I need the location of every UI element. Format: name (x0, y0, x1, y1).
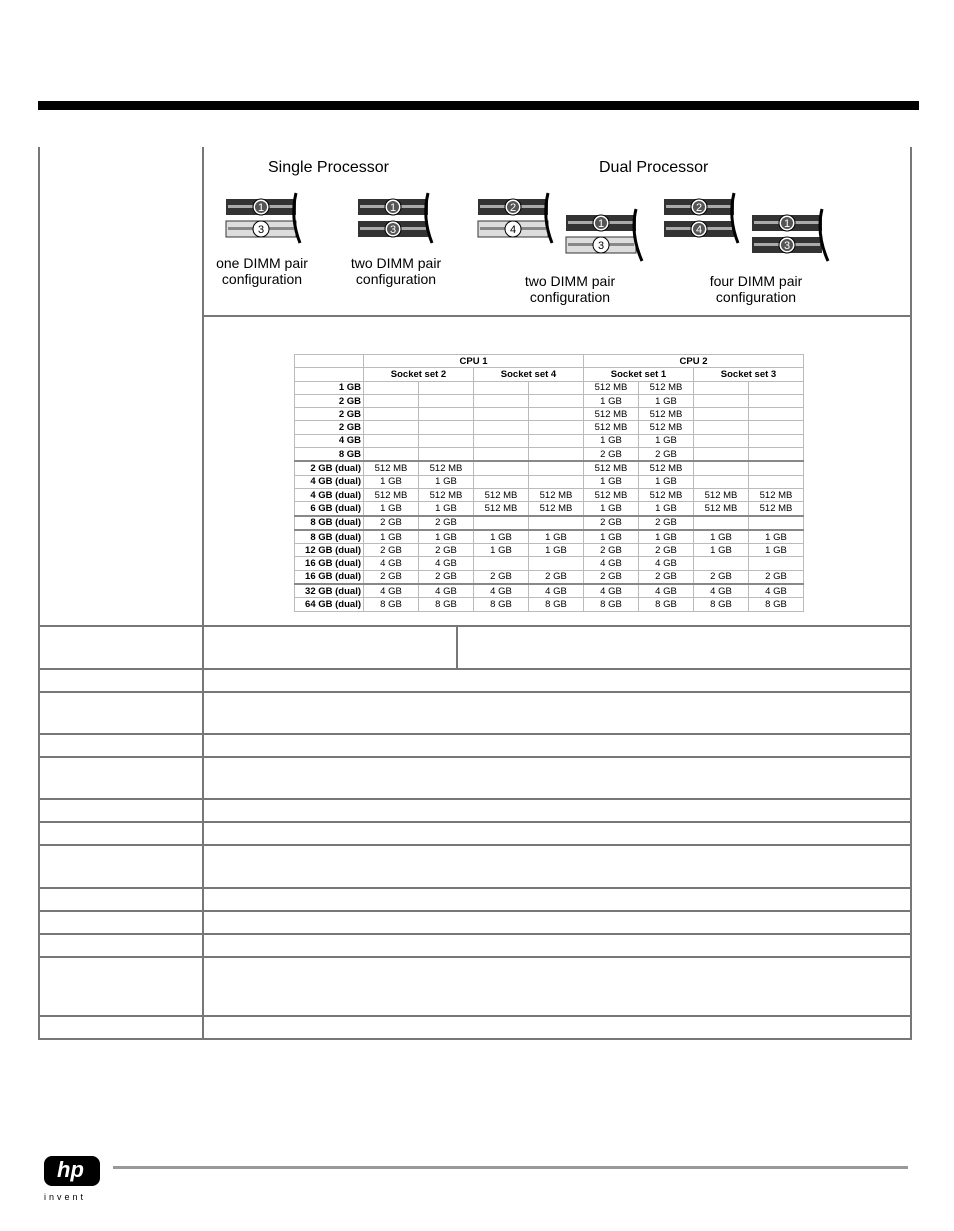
row-label (40, 935, 204, 956)
row-value (204, 912, 910, 933)
table-cell: 512 MB (364, 461, 419, 475)
table-cell: 1 GB (364, 475, 419, 488)
table-row (295, 381, 804, 394)
table-cell: 4 GB (364, 557, 419, 570)
table-cell (529, 516, 584, 530)
table-cell (749, 448, 804, 462)
row-header-cell: 64 GB (dual) (295, 598, 364, 611)
row-header-cell: 1 GB (295, 381, 364, 394)
table-cell (694, 408, 749, 421)
table-cell (529, 557, 584, 570)
table-cell: 8 GB (749, 598, 804, 611)
row-header-cell: 8 GB (dual) (295, 516, 364, 530)
svg-text:3: 3 (597, 240, 605, 252)
row-header-cell: 4 GB (dual) (295, 475, 364, 488)
table-cell: 1 GB (584, 475, 639, 488)
footer-rule (113, 1166, 908, 1169)
row-header-cell: 12 GB (dual) (295, 544, 364, 557)
table-cell (364, 421, 419, 434)
row-label (40, 912, 204, 933)
table-cell: 2 GB (639, 516, 694, 530)
header-rule (38, 101, 919, 110)
memory-config-row (40, 147, 910, 625)
table-cell: 1 GB (694, 544, 749, 557)
table-cell (694, 421, 749, 434)
table-cell: 1 GB (584, 434, 639, 447)
table-cell (419, 408, 474, 421)
socket-set-4-header: Socket set 4 (474, 368, 584, 381)
table-cell: 8 GB (364, 598, 419, 611)
table-cell (749, 434, 804, 447)
table-cell: 8 GB (694, 598, 749, 611)
table-cell: 2 GB (364, 570, 419, 584)
svg-text:1: 1 (389, 202, 397, 214)
table-cell (749, 475, 804, 488)
row-header-cell: 16 GB (dual) (295, 557, 364, 570)
table-row (295, 475, 804, 488)
table-row (295, 448, 804, 462)
row-label (40, 1017, 204, 1038)
row-header-cell: 4 GB (295, 434, 364, 447)
table-cell (474, 516, 529, 530)
svg-text:4: 4 (509, 224, 517, 236)
table-cell (694, 434, 749, 447)
table-cell: 512 MB (584, 488, 639, 501)
table-cell: 4 GB (694, 584, 749, 598)
table-row (295, 598, 804, 611)
caption-one-pair: one DIMM pair configuration (216, 255, 308, 287)
memory-config-cell (204, 147, 910, 625)
svg-text:4: 4 (695, 224, 703, 236)
row-value (204, 958, 910, 1015)
table-cell: 1 GB (584, 394, 639, 407)
table-cell: 512 MB (584, 421, 639, 434)
socket-set-3-header: Socket set 3 (694, 368, 804, 381)
svg-text:1: 1 (597, 218, 605, 230)
table-cell: 1 GB (639, 530, 694, 544)
table-row (295, 394, 804, 407)
table-cell (529, 421, 584, 434)
row-header-cell: 2 GB (295, 394, 364, 407)
table-cell: 4 GB (639, 557, 694, 570)
table-cell (694, 461, 749, 475)
table-cell: 2 GB (639, 448, 694, 462)
table-cell (474, 448, 529, 462)
table-row (295, 421, 804, 434)
row-value (204, 1017, 910, 1038)
hp-logo: hp (44, 1156, 100, 1186)
row-value (204, 670, 910, 691)
table-cell: 2 GB (419, 570, 474, 584)
table-cell: 1 GB (529, 530, 584, 544)
table-cell: 8 GB (639, 598, 694, 611)
table-cell (749, 516, 804, 530)
table-cell: 1 GB (584, 502, 639, 516)
table-cell: 4 GB (529, 584, 584, 598)
table-cell: 2 GB (419, 516, 474, 530)
table-cell: 2 GB (749, 570, 804, 584)
row-label (40, 846, 204, 887)
row-header-cell: 8 GB (295, 448, 364, 462)
table-cell: 8 GB (529, 598, 584, 611)
caption-two-pair-single: two DIMM pair configuration (350, 255, 442, 287)
caption-two-pair-dual: two DIMM pair configuration (524, 273, 616, 305)
table-cell: 2 GB (639, 544, 694, 557)
memory-table-section (204, 315, 910, 627)
row-value (204, 735, 910, 756)
row-header-cell: 2 GB (dual) (295, 461, 364, 475)
table-cell (364, 408, 419, 421)
row-value-left (204, 627, 458, 668)
spec-row (40, 625, 910, 668)
table-cell: 512 MB (474, 488, 529, 501)
table-cell: 1 GB (474, 530, 529, 544)
spec-row (40, 798, 910, 821)
row-value (204, 627, 910, 668)
table-cell: 512 MB (749, 488, 804, 501)
table-cell: 1 GB (364, 530, 419, 544)
spec-row (40, 733, 910, 756)
table-cell: 512 MB (419, 488, 474, 501)
table-cell (529, 448, 584, 462)
table-cell: 4 GB (639, 584, 694, 598)
svg-text:2: 2 (509, 202, 517, 214)
spec-row (40, 887, 910, 910)
table-cell: 2 GB (639, 570, 694, 584)
table-cell: 1 GB (639, 475, 694, 488)
spec-row (40, 821, 910, 844)
spec-row (40, 1015, 910, 1038)
table-cell: 1 GB (694, 530, 749, 544)
spec-row (40, 956, 910, 1015)
table-cell (364, 448, 419, 462)
table-cell: 2 GB (584, 516, 639, 530)
row-header-cell: 32 GB (dual) (295, 584, 364, 598)
spec-row (40, 691, 910, 733)
table-cell: 1 GB (749, 544, 804, 557)
table-cell (749, 461, 804, 475)
table-cell (474, 381, 529, 394)
spec-row (40, 910, 910, 933)
table-cell (419, 434, 474, 447)
memory-config-table (294, 354, 804, 612)
table-cell: 1 GB (639, 502, 694, 516)
spec-row (40, 668, 910, 691)
table-cell: 4 GB (584, 557, 639, 570)
table-cell: 2 GB (474, 570, 529, 584)
spec-row (40, 844, 910, 887)
dimm-slot-3 (226, 221, 296, 237)
table-cell: 512 MB (694, 488, 749, 501)
table-row (295, 408, 804, 421)
socket-set-2-header: Socket set 2 (364, 368, 474, 381)
spec-row (40, 756, 910, 798)
table-cell: 1 GB (364, 502, 419, 516)
row-value (204, 693, 910, 733)
table-cell (694, 475, 749, 488)
svg-text:3: 3 (783, 240, 791, 252)
table-cell (364, 381, 419, 394)
dimm-group-dual-two-pair (476, 191, 646, 267)
dual-processor-heading: Dual Processor (599, 159, 709, 176)
table-cell: 1 GB (419, 502, 474, 516)
table-cell (694, 381, 749, 394)
table-row (295, 544, 804, 557)
dimm-slot-1 (226, 199, 296, 215)
table-cell (364, 434, 419, 447)
table-row (295, 502, 804, 516)
table-cell (694, 516, 749, 530)
table-cell (694, 557, 749, 570)
row-header-cell: 8 GB (dual) (295, 530, 364, 544)
table-row (295, 530, 804, 544)
table-cell: 512 MB (584, 461, 639, 475)
row-header-cell: 4 GB (dual) (295, 488, 364, 501)
table-cell (749, 421, 804, 434)
table-cell: 1 GB (529, 544, 584, 557)
table-cell: 2 GB (584, 570, 639, 584)
table-cell (474, 394, 529, 407)
table-cell: 512 MB (584, 381, 639, 394)
spec-table (38, 147, 912, 1040)
table-cell: 512 MB (639, 381, 694, 394)
table-cell: 2 GB (584, 544, 639, 557)
row-value (204, 800, 910, 821)
svg-text:3: 3 (389, 224, 397, 236)
dimm-group-single-one-pair (224, 191, 304, 247)
table-cell: 2 GB (694, 570, 749, 584)
table-cell: 2 GB (364, 544, 419, 557)
table-row (295, 461, 804, 475)
table-cell (419, 394, 474, 407)
table-cell: 512 MB (529, 502, 584, 516)
row-label (40, 693, 204, 733)
table-cell: 2 GB (529, 570, 584, 584)
table-cell: 512 MB (364, 488, 419, 501)
table-cell (364, 394, 419, 407)
row-label (40, 758, 204, 798)
table-cell: 2 GB (584, 448, 639, 462)
row-value (204, 823, 910, 844)
row-header-cell: 2 GB (295, 408, 364, 421)
memory-table-body (295, 381, 804, 611)
table-cell (474, 475, 529, 488)
table-cell: 512 MB (639, 488, 694, 501)
table-cell: 512 MB (639, 461, 694, 475)
table-cell (694, 448, 749, 462)
row-value (204, 846, 910, 887)
table-cell: 4 GB (364, 584, 419, 598)
row-label (40, 823, 204, 844)
row-label (40, 670, 204, 691)
invent-tagline: invent (44, 1192, 87, 1202)
svg-text:1: 1 (783, 218, 791, 230)
table-cell: 8 GB (419, 598, 474, 611)
table-cell: 1 GB (639, 394, 694, 407)
table-header-sockets (295, 368, 804, 381)
table-row (295, 488, 804, 501)
table-cell (529, 434, 584, 447)
row-label (40, 627, 204, 668)
table-cell: 2 GB (419, 544, 474, 557)
table-cell: 2 GB (364, 516, 419, 530)
table-cell: 4 GB (419, 584, 474, 598)
table-cell: 4 GB (584, 584, 639, 598)
socket-set-1-header: Socket set 1 (584, 368, 694, 381)
table-cell: 512 MB (584, 408, 639, 421)
dimm-diagram (204, 147, 910, 315)
svg-text:1: 1 (257, 202, 265, 214)
table-cell (474, 461, 529, 475)
dimm-group-dual-four-pair (662, 191, 832, 267)
table-cell (419, 381, 474, 394)
dimm-group-single-two-pair (356, 191, 436, 247)
table-row (295, 570, 804, 584)
row-value (204, 889, 910, 910)
table-cell: 1 GB (419, 475, 474, 488)
spec-row (40, 933, 910, 956)
row-value (204, 758, 910, 798)
row-value (204, 935, 910, 956)
table-row (295, 557, 804, 570)
table-cell: 512 MB (419, 461, 474, 475)
table-cell (529, 475, 584, 488)
table-cell (529, 408, 584, 421)
table-cell (419, 421, 474, 434)
table-cell (529, 394, 584, 407)
table-cell (419, 448, 474, 462)
row-value-right (458, 627, 910, 668)
table-cell: 1 GB (584, 530, 639, 544)
table-cell: 1 GB (639, 434, 694, 447)
table-cell (474, 557, 529, 570)
single-processor-heading: Single Processor (268, 159, 389, 176)
table-cell (474, 408, 529, 421)
table-row (295, 434, 804, 447)
table-cell (749, 381, 804, 394)
table-cell (749, 408, 804, 421)
table-cell: 8 GB (584, 598, 639, 611)
table-cell: 512 MB (639, 408, 694, 421)
table-cell: 1 GB (749, 530, 804, 544)
table-header-cpu (295, 355, 804, 368)
svg-text:3: 3 (257, 224, 265, 236)
svg-text:2: 2 (695, 202, 703, 214)
row-label (40, 958, 204, 1015)
table-cell (529, 381, 584, 394)
table-cell (529, 461, 584, 475)
table-cell: 512 MB (474, 502, 529, 516)
row-header-cell: 6 GB (dual) (295, 502, 364, 516)
cpu2-header: CPU 2 (584, 355, 804, 368)
caption-four-pair: four DIMM pair configuration (709, 273, 803, 305)
table-cell (749, 557, 804, 570)
row-label (40, 800, 204, 821)
row-header-cell: 2 GB (295, 421, 364, 434)
row-label (40, 889, 204, 910)
row-header-cell: 16 GB (dual) (295, 570, 364, 584)
table-cell (694, 394, 749, 407)
table-row (295, 584, 804, 598)
table-cell: 1 GB (474, 544, 529, 557)
row-label (40, 735, 204, 756)
table-cell: 1 GB (419, 530, 474, 544)
table-cell (474, 421, 529, 434)
table-cell: 4 GB (749, 584, 804, 598)
cpu1-header: CPU 1 (364, 355, 584, 368)
table-cell: 4 GB (474, 584, 529, 598)
table-cell: 512 MB (694, 502, 749, 516)
table-cell (474, 434, 529, 447)
table-row (295, 516, 804, 530)
table-cell: 512 MB (639, 421, 694, 434)
table-cell: 512 MB (749, 502, 804, 516)
table-cell: 512 MB (529, 488, 584, 501)
table-cell: 8 GB (474, 598, 529, 611)
row-label (40, 147, 204, 625)
table-cell (749, 394, 804, 407)
table-cell: 4 GB (419, 557, 474, 570)
